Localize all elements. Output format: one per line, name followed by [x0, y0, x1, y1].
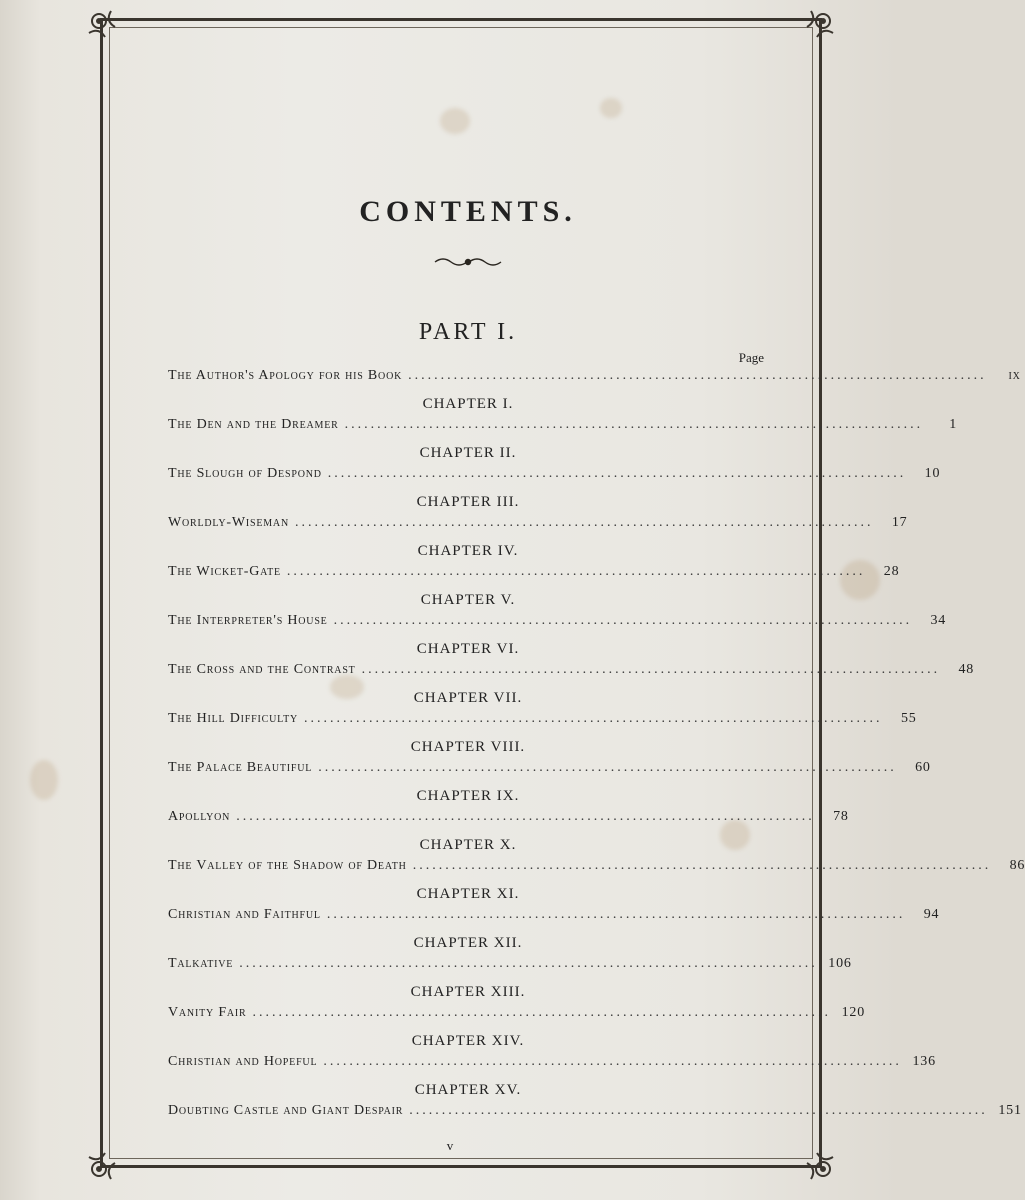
- entry-page-number: 28: [883, 564, 900, 579]
- entry-title: The Cross and the Contrast: [168, 662, 356, 677]
- toc-entry[interactable]: [168, 1003, 866, 1023]
- entry-title: Christian and Hopeful: [168, 1054, 318, 1069]
- page-folio: v: [446, 1138, 454, 1153]
- toc-entry[interactable]: [168, 709, 917, 729]
- toc-entry[interactable]: [168, 807, 849, 827]
- entry-title: The Palace Beautiful: [168, 760, 313, 775]
- toc-entry[interactable]: [168, 562, 900, 582]
- entry-page-number: 17: [891, 515, 908, 530]
- leader-dots: .........................................................................................: [409, 1103, 988, 1118]
- entry-page-number: ix: [1008, 368, 1021, 383]
- corner-ornament-icon: [797, 7, 837, 47]
- leader-dots: .........................................................................................: [318, 760, 897, 775]
- toc-entry[interactable]: [168, 1101, 1022, 1121]
- toc-entry[interactable]: [168, 464, 941, 484]
- entry-title: The Author's Apology for his Book: [168, 368, 403, 383]
- chapter-heading: CHAPTER XIII.: [410, 984, 526, 1000]
- chapter-heading: CHAPTER XI.: [416, 886, 520, 902]
- chapter-heading: CHAPTER IX.: [416, 788, 520, 804]
- entry-title: The Slough of Despond: [168, 466, 322, 481]
- entry-page-number: 151: [998, 1103, 1022, 1118]
- entry-title: Vanity Fair: [168, 1005, 247, 1020]
- leader-dots: .........................................................................................: [361, 662, 941, 677]
- page-column-label: Page: [738, 350, 764, 365]
- toc-entry[interactable]: [168, 660, 975, 680]
- entry-page-number: 106: [828, 956, 852, 971]
- chapter-heading: CHAPTER VIII.: [410, 739, 526, 755]
- contents-page: [168, 190, 1025, 1121]
- leader-dots: .........................................................................................: [326, 907, 906, 922]
- paper-stain: [30, 760, 58, 800]
- corner-ornament-icon: [85, 7, 125, 47]
- entry-title: The Valley of the Shadow of Death: [168, 858, 407, 873]
- chapter-heading: CHAPTER XV.: [414, 1082, 522, 1098]
- entry-title: Christian and Faithful: [168, 907, 321, 922]
- toc-entry[interactable]: [168, 513, 908, 533]
- toc-entry[interactable]: [168, 611, 947, 631]
- leader-dots: .........................................................................................: [304, 711, 883, 726]
- chapter-heading: CHAPTER X.: [419, 837, 517, 853]
- leader-dots: .........................................................................................: [252, 1005, 832, 1020]
- chapter-heading: CHAPTER VII.: [413, 690, 523, 706]
- entry-page-number: 55: [900, 711, 917, 726]
- entry-page-number: 1: [949, 417, 958, 432]
- leader-dots: .........................................................................................: [412, 858, 992, 873]
- leader-dots: .........................................................................................: [239, 956, 818, 971]
- entry-title: The Interpreter's House: [168, 613, 328, 628]
- entry-title: Doubting Castle and Giant Despair: [168, 1103, 404, 1118]
- toc-entry[interactable]: [168, 1052, 936, 1072]
- entry-page-number: 136: [912, 1054, 936, 1069]
- chapter-heading: CHAPTER XIV.: [411, 1033, 525, 1049]
- entry-title: The Hill Difficulty: [168, 711, 299, 726]
- chapter-heading: CHAPTER VI.: [416, 641, 520, 657]
- chapter-heading: CHAPTER IV.: [417, 543, 519, 559]
- chapter-heading: CHAPTER II.: [419, 445, 517, 461]
- chapter-heading: CHAPTER XII.: [413, 935, 523, 951]
- toc-entry[interactable]: [168, 366, 1021, 386]
- leader-dots: .........................................................................................: [327, 466, 907, 481]
- leader-dots: .........................................................................................: [408, 368, 987, 383]
- entry-page-number: 86: [1009, 858, 1025, 873]
- entry-page-number: 78: [833, 809, 849, 824]
- part-heading: PART I.: [418, 319, 518, 345]
- entry-page-number: 48: [958, 662, 975, 677]
- leader-dots: .........................................................................................: [236, 809, 815, 824]
- leader-dots: .........................................................................................: [323, 1054, 902, 1069]
- toc-entry[interactable]: [168, 415, 958, 435]
- flourish-ornament-icon: [168, 254, 768, 274]
- leader-dots: .........................................................................................: [294, 515, 874, 530]
- entry-title: Worldly-Wiseman: [168, 515, 289, 530]
- leader-dots: .........................................................................................: [286, 564, 866, 579]
- toc-entry[interactable]: [168, 856, 1025, 876]
- toc-entry[interactable]: [168, 954, 852, 974]
- entry-page-number: 120: [841, 1005, 866, 1020]
- entry-title: Talkative: [168, 956, 234, 971]
- page-title: CONTENTS.: [359, 195, 577, 228]
- entry-page-number: 94: [923, 907, 940, 922]
- entry-title: The Den and the Dreamer: [168, 417, 339, 432]
- chapter-list: [168, 393, 1025, 1121]
- entry-title: The Wicket-Gate: [168, 564, 281, 579]
- toc-entry[interactable]: [168, 905, 940, 925]
- entry-page-number: 60: [915, 760, 931, 775]
- entry-page-number: 10: [924, 466, 941, 481]
- entry-title: Apollyon: [168, 809, 231, 824]
- chapter-heading: CHAPTER III.: [416, 494, 520, 510]
- leader-dots: .........................................................................................: [333, 613, 913, 628]
- leader-dots: .........................................................................................: [344, 417, 924, 432]
- toc-entry[interactable]: [168, 758, 931, 778]
- chapter-heading: CHAPTER V.: [420, 592, 516, 608]
- entry-page-number: 34: [930, 613, 947, 628]
- chapter-heading: CHAPTER I.: [422, 396, 514, 412]
